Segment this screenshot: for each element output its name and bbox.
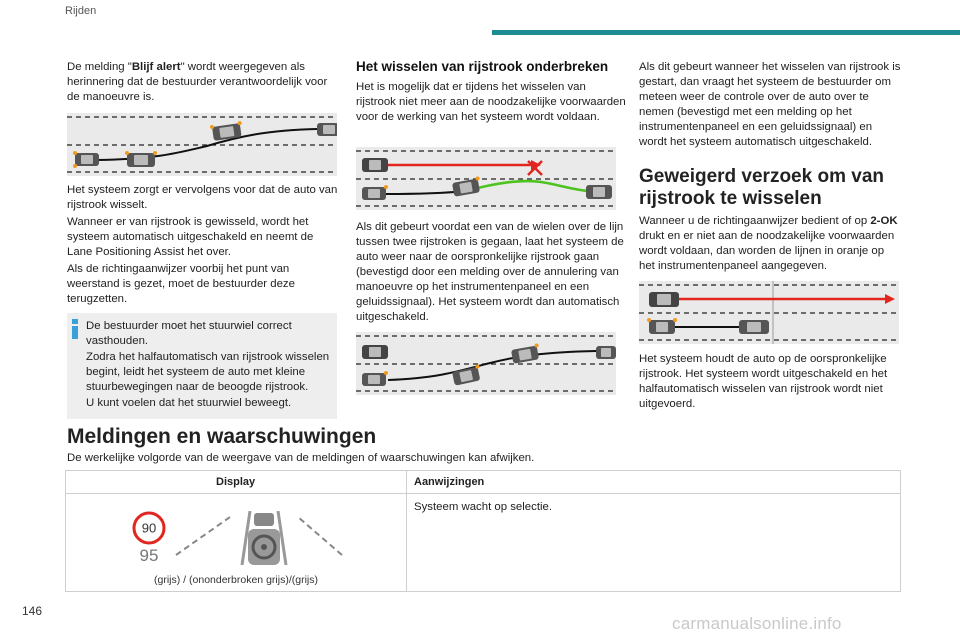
car-icon — [362, 185, 388, 200]
front-car-icon — [254, 513, 274, 526]
col3-p2-pre: Wanneer u de richtingaanwijzer bedient of op — [639, 215, 871, 227]
col3-paragraph-1: Als dit gebeurt wanneer het wisselen van rijstrook is gestart, dan vraagt het systeem de bestuurder om meteen weer de controle over de auto over te nemen (bevestigd met een melding op het instrumentenpaneel en een geluidssignaal) en wordt het systeem automatisch uitgeschakeld. — [639, 61, 901, 148]
note-line-3: U kunt voelen dat het stuurwiel beweegt. — [86, 397, 292, 409]
speed-limit-value: 90 — [141, 520, 157, 536]
page-number: 146 — [22, 604, 43, 618]
chapter-title: Rijden — [65, 5, 97, 17]
table-header-notes: Aanwijzingen — [414, 476, 485, 488]
car-icon — [647, 318, 677, 334]
col2-heading: Het wisselen van rijstrook onderbreken — [356, 59, 609, 74]
own-car-steering-icon — [248, 529, 280, 565]
car-icon — [586, 185, 612, 199]
current-speed-value: 95 — [139, 546, 159, 565]
col3-p2-bold: 2-OK — [870, 215, 898, 227]
watermark: carmanualsonline.info — [672, 614, 842, 633]
col2-paragraph-1: Het is mogelijk dat er tijdens het wisselen van rijstrook niet meer aan de noodzakelijke voorwaarden voor de werking van het systeem wordt voldaan. — [356, 81, 626, 123]
car-icon — [362, 158, 388, 172]
info-note-box — [67, 313, 337, 419]
col1-p1-pre: De melding " — [67, 61, 132, 73]
section-intro: De werkelijke volgorde van de weergave van de meldingen of waarschuwingen kan afwijken. — [67, 452, 535, 464]
diagram-lane-change-complete — [67, 113, 337, 176]
car-icon — [317, 123, 337, 136]
header-accent-bar — [492, 30, 960, 35]
car-icon — [511, 343, 541, 364]
col1-p1-post: " wordt weergegeven als herinnering dat de bestuurder verantwoordelijk voor de manoeuvre is. — [67, 61, 328, 103]
col1-paragraph-2: Het systeem zorgt er vervolgens voor dat de auto van rijstrook wisselt. — [67, 184, 338, 211]
col3-paragraph-2 — [639, 214, 901, 274]
note-line-1: De bestuurder moet het stuurwiel correct vasthouden. — [86, 320, 292, 347]
section-title: Meldingen en waarschuwingen — [67, 425, 377, 448]
car-icon — [73, 151, 99, 168]
car-icon — [739, 320, 769, 334]
row1-note: Systeem wacht op selectie. — [414, 501, 553, 513]
col1-paragraph-1 — [67, 60, 339, 105]
car-icon — [362, 345, 388, 359]
car-icon — [596, 346, 616, 359]
col1-paragraph-4: Als de richtingaanwijzer voorbij het punt van weerstand is gezet, moet de bestuurder deze terugzetten. — [67, 263, 295, 305]
col3-paragraph-3: Het systeem houdt de auto op de oorspronkelijke rijstrook. Het systeem wordt uitgeschakeld en het halfautomatisch wisselen van rijstrook wordt niet uitgevoerd. — [639, 353, 888, 410]
car-icon — [362, 371, 388, 386]
col3-p2-post: drukt en er niet aan de noodzakelijke voorwaarden wordt voldaan, dan worden de lijnen in oranje op het instrumentenpaneel aangegeven. — [639, 230, 895, 272]
car-icon — [649, 292, 679, 307]
note-line-2: Zodra het halfautomatisch van rijstrook wisselen begint, leidt het systeem de auto met kleine stuurbewegingen naar de beoogde rijstrook. — [86, 351, 330, 393]
diagram-lane-change-interrupted — [356, 332, 616, 395]
col2-paragraph-2: Als dit gebeurt voordat een van de wielen over de lijn tussen twee rijstroken is gegaan, laat het systeem de auto weer naar de oorspronkelijke rijstrook gaan (bevestigd door een melding over de annulering van manoeuvre op het instrumentenpaneel en een geluidssignaal). Het systeem wordt dan automatisch uitgeschakeld. — [356, 221, 624, 323]
display-caption: (grijs) / (ononderbroken grijs)/(grijs) — [154, 574, 318, 586]
info-icon — [72, 319, 78, 339]
table-header-display: Display — [216, 476, 256, 488]
diagram-lane-change-cancelled — [356, 147, 616, 210]
cluster-display-illustration — [132, 511, 362, 573]
col1-p1-bold: Blijf alert — [131, 61, 181, 73]
messages-table — [65, 470, 901, 592]
car-icon — [452, 364, 483, 385]
col3-heading: Geweigerd verzoek om van rijstrook te wisselen — [639, 166, 884, 209]
col1-paragraph-3: Wanneer er van rijstrook is gewisseld, wordt het systeem automatisch uitgeschakeld en neemt de Lane Positioning Assist het over. — [67, 216, 314, 258]
diagram-lane-change-refused — [639, 281, 899, 344]
car-icon — [125, 151, 157, 167]
